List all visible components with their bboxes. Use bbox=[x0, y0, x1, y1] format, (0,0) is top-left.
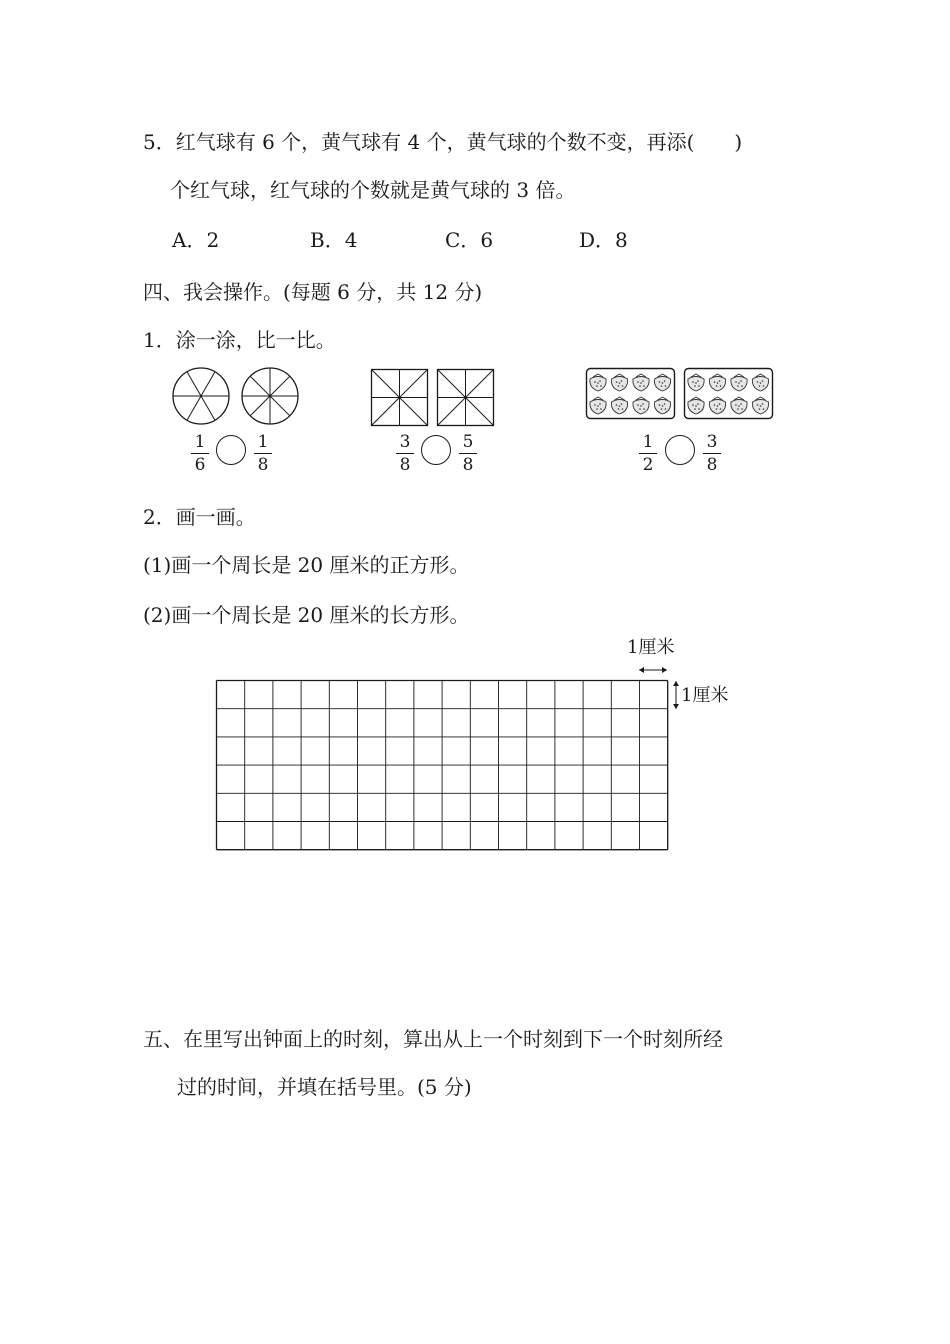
compare-circle-1[interactable] bbox=[216, 435, 246, 465]
square-eighths-figure-1[interactable] bbox=[371, 369, 429, 427]
strawberry-icon bbox=[731, 374, 747, 391]
section5-line2: 过的时间，并填在括号里。(5 分) bbox=[177, 1075, 472, 1099]
option-value: 2 bbox=[206, 228, 220, 252]
option-letter: C． bbox=[445, 228, 481, 252]
strawberry-icon bbox=[633, 374, 649, 391]
section4-q1-title: 1．涂一涂，比一比。 bbox=[143, 328, 336, 352]
strawberry-icon bbox=[731, 397, 747, 414]
section4-title: 四、我会操作。(每题 6 分，共 12 分) bbox=[143, 280, 483, 304]
strawberry-icon bbox=[752, 374, 768, 391]
strawberry-icon bbox=[688, 374, 704, 391]
q5-option-b[interactable] bbox=[310, 228, 357, 252]
fraction-5-8: 5 8 bbox=[455, 433, 481, 474]
strawberry-icon bbox=[611, 374, 627, 391]
option-letter: A． bbox=[172, 228, 207, 252]
fraction-1-2: 1 2 bbox=[635, 433, 661, 474]
q5-line2: 个红气球，红气球的个数就是黄气球的 3 倍。 bbox=[170, 178, 576, 202]
strawberry-icon bbox=[709, 374, 725, 391]
option-value: 6 bbox=[480, 228, 494, 252]
option-letter: B． bbox=[310, 228, 345, 252]
unit-arrow-horizontal bbox=[638, 663, 670, 677]
strawberry-box-2[interactable] bbox=[684, 368, 774, 420]
q5-option-d[interactable] bbox=[579, 228, 628, 252]
strawberry-icon bbox=[752, 397, 768, 414]
section4-q2-title: 2．画一画。 bbox=[143, 505, 256, 529]
unit-label-horizontal: 1厘米 bbox=[627, 637, 675, 658]
strawberry-icon bbox=[654, 374, 670, 391]
strawberry-icon bbox=[590, 397, 606, 414]
fraction-1-8: 1 8 bbox=[250, 433, 276, 474]
compare-circle-3[interactable] bbox=[665, 435, 695, 465]
q5-option-a[interactable] bbox=[172, 228, 219, 252]
strawberry-icon bbox=[633, 397, 649, 414]
circle-eighths-figure[interactable] bbox=[241, 367, 301, 427]
section4-q2-item1: (1)画一个周长是 20 厘米的正方形。 bbox=[143, 553, 470, 577]
unit-label-vertical: 1厘米 bbox=[681, 685, 729, 706]
strawberry-icon bbox=[611, 397, 627, 414]
circle-sixths-figure[interactable] bbox=[172, 367, 232, 427]
option-value: 8 bbox=[615, 228, 628, 252]
strawberry-icon bbox=[709, 397, 725, 414]
option-value: 4 bbox=[344, 228, 358, 252]
strawberry-icon bbox=[688, 397, 704, 414]
drawing-grid[interactable] bbox=[216, 680, 670, 852]
fraction-1-6: 1 6 bbox=[187, 433, 213, 474]
strawberry-box-1[interactable] bbox=[586, 368, 676, 420]
q5-option-c[interactable] bbox=[445, 228, 493, 252]
section4-q2-item2: (2)画一个周长是 20 厘米的长方形。 bbox=[143, 603, 470, 627]
square-eighths-figure-2[interactable] bbox=[437, 369, 495, 427]
strawberry-icon bbox=[590, 374, 606, 391]
strawberry-icon bbox=[654, 397, 670, 414]
section5-line1: 五、在里写出钟面上的时刻，算出从上一个时刻到下一个时刻所经 bbox=[143, 1027, 723, 1051]
compare-circle-2[interactable] bbox=[421, 435, 451, 465]
q5-line1: 5．红气球有 6 个，黄气球有 4 个，黄气球的个数不变，再添( ) bbox=[143, 130, 743, 154]
fraction-3-8: 3 8 bbox=[699, 433, 725, 474]
option-letter: D． bbox=[579, 228, 616, 252]
fraction-3-8: 3 8 bbox=[392, 433, 418, 474]
